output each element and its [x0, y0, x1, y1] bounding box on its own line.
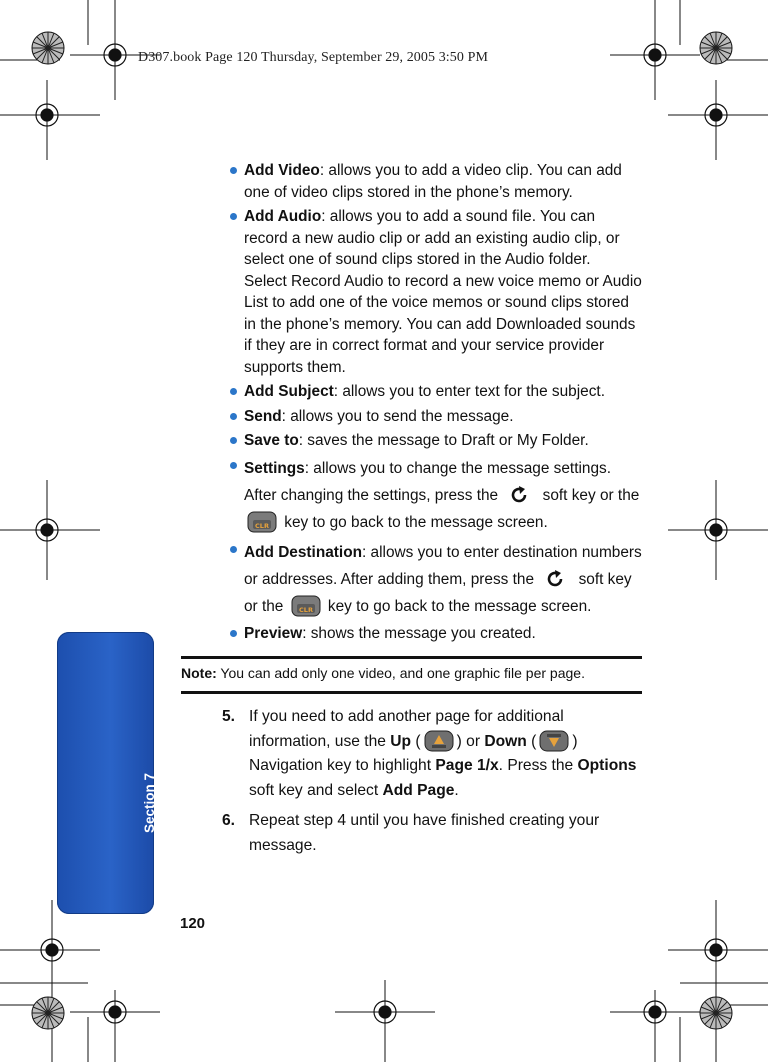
page-number: 120 — [180, 915, 206, 932]
step-number: 6. — [222, 812, 236, 829]
bullet-icon — [230, 167, 237, 174]
term: Add Destination — [244, 543, 362, 561]
section-tab — [57, 632, 154, 914]
bullet-icon — [230, 462, 237, 469]
nav-down-key-icon — [539, 730, 569, 752]
section-tab-label: Section 7 — [142, 772, 157, 833]
step-item: 5. If you need to add another page for additional information, use the Up ( ) or Down ( ) Navigation key to highlight Page 1/x. Press the Options soft key and select Add Page. — [222, 705, 642, 803]
note-label: Note: — [181, 665, 217, 681]
bullet-icon — [230, 437, 237, 444]
term: Send — [244, 407, 282, 425]
step-number: 5. — [222, 708, 236, 725]
clr-key-icon — [247, 511, 277, 533]
bullet-icon — [230, 546, 237, 553]
bullet-icon — [230, 413, 237, 420]
list-item-extra: Select Record Audio to record a new voice memo or Audio List to add one of the voice memos or sound clips stored in the phone’s memory. You can add Downloaded sounds if they are in correct format and your service provider supports them. — [244, 272, 642, 376]
book-header: D307.book Page 120 Thursday, September 29, 2005 3:50 PM — [138, 50, 489, 65]
note-box — [181, 656, 642, 694]
term: Add Video — [244, 162, 320, 179]
step-item: 6. Repeat step 4 until you have finished creating your message. — [222, 809, 642, 858]
list-item: Add Video: allows you to add a video clip. You can add one of video clips stored in the phone’s memory. — [230, 160, 642, 203]
term: Save to — [244, 432, 299, 449]
term: Preview — [244, 624, 303, 642]
bullet-icon — [230, 630, 237, 637]
list-item: Send: allows you to send the message. — [230, 406, 642, 428]
nav-up-key-icon — [424, 730, 454, 752]
svg-text:CLR: CLR — [298, 606, 313, 615]
term: Settings — [244, 459, 305, 477]
back-arrow-icon — [541, 568, 571, 590]
svg-text:CLR: CLR — [255, 522, 269, 531]
term: Add Subject — [244, 383, 334, 400]
clr-key-icon — [291, 595, 321, 617]
back-arrow-icon — [505, 484, 535, 506]
step-list — [222, 705, 642, 864]
list-item: Save to: saves the message to Draft or My Folder. — [230, 430, 642, 452]
list-item: Preview: shows the message you created. — [230, 623, 642, 645]
term: Add Audio — [244, 208, 322, 225]
list-item: Add Subject: allows you to enter text for the subject. — [230, 381, 642, 403]
bullet-icon — [230, 388, 237, 395]
note-text: You can add only one video, and one graphic file per page. — [216, 665, 585, 681]
list-item: Settings: allows you to change the message settings. After changing the settings, press the soft key or the CLR key to go back to the message screen. — [230, 455, 642, 536]
list-item: Add Destination: allows you to enter destination numbers or addresses. After adding them, press the soft key or the CLR key to go back to the message screen. — [230, 539, 642, 620]
list-item: Add Audio: allows you to add a sound file. You can record a new audio clip or add an existing audio clip, or select one of sound clips stored in the Audio folder. Select Record Audio to record a new voice memo or Audio List to add one of the voice memos or sound clips stored in the phone’s memory. You can add Downloaded sounds if they are in correct format and your service provider supports them. — [230, 206, 642, 378]
option-list — [230, 160, 642, 647]
bullet-icon — [230, 213, 237, 220]
